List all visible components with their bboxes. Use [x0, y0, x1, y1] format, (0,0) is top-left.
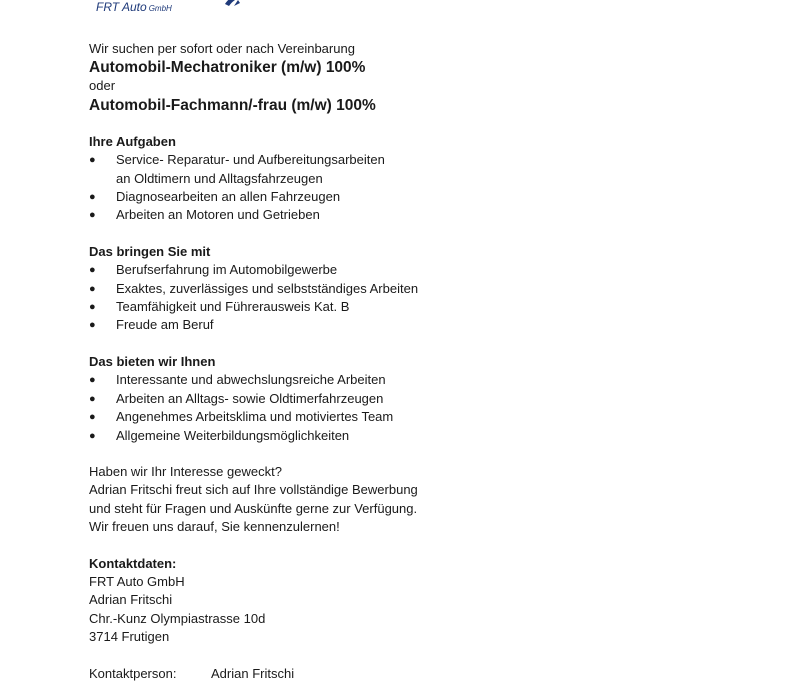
list-item-text: Arbeiten an Alltags- sowie Oldtimerfahrzeugen: [116, 390, 384, 406]
closing-line: Adrian Fritschi freut sich auf Ihre vollständige Bewerbung: [89, 482, 418, 498]
list-item: [89, 316, 649, 334]
contact-person-label: Kontaktperson:: [89, 665, 177, 681]
job-title-primary: Automobil-Mechatroniker (m/w) 100%: [89, 59, 366, 77]
contact-heading: Kontaktdaten:: [89, 555, 177, 571]
list-item: [89, 280, 649, 298]
contact-city: 3714 Frutigen: [89, 629, 170, 645]
bullet-icon: ●: [89, 429, 96, 442]
list-item: [89, 298, 649, 316]
list-item-text: Arbeiten an Motoren und Getrieben: [116, 207, 320, 223]
job-title-secondary: Automobil-Fachmann/-frau (m/w) 100%: [89, 96, 376, 114]
list-item: [89, 408, 649, 426]
closing-line: Haben wir Ihr Interesse geweckt?: [89, 463, 282, 479]
contact-block: [89, 555, 649, 647]
list-item: [89, 261, 649, 279]
closing-paragraph: [89, 463, 649, 537]
section: [89, 243, 649, 335]
bullet-icon: ●: [89, 264, 96, 277]
bullet-list: [89, 151, 649, 225]
contact-person-value: Adrian Fritschi: [211, 665, 295, 681]
bullet-icon: ●: [89, 191, 96, 204]
list-item: [89, 206, 649, 224]
contact-company: FRT Auto GmbH: [89, 573, 185, 589]
title-connector: oder: [89, 78, 116, 94]
bullet-list: [89, 371, 649, 445]
section-heading: Das bringen Sie mit: [89, 243, 211, 259]
list-item: [89, 151, 649, 188]
list-item: [89, 390, 649, 408]
bullet-icon: ●: [89, 374, 96, 387]
logo-swoosh-icon: [224, 0, 246, 8]
closing-line: und steht für Fragen und Auskünfte gerne zur Verfügung.: [89, 500, 418, 516]
contact-street: Chr.-Kunz Olympiastrasse 10d: [89, 610, 266, 626]
closing-line: Wir freuen uns darauf, Sie kennenzulernen!: [89, 519, 340, 535]
bullet-icon: ●: [89, 301, 96, 314]
list-item-text: an Oldtimern und Alltagsfahrzeugen: [116, 170, 323, 186]
bullet-icon: ●: [89, 154, 96, 167]
section: [89, 133, 649, 225]
list-item-text: Exaktes, zuverlässiges und selbstständiges Arbeiten: [116, 280, 419, 296]
list-item-text: Diagnosearbeiten an allen Fahrzeugen: [116, 189, 341, 205]
bullet-icon: ●: [89, 392, 96, 405]
bullet-icon: ●: [89, 319, 96, 332]
contact-name: Adrian Fritschi: [89, 592, 173, 608]
bullet-list: [89, 261, 649, 335]
list-item-text: Allgemeine Weiterbildungsmöglichkeiten: [116, 427, 350, 443]
list-item-text: Teamfähigkeit und Führerausweis Kat. B: [116, 299, 350, 315]
section: [89, 353, 649, 445]
bullet-icon: ●: [89, 209, 96, 222]
sections: [89, 133, 649, 445]
list-item-text: Berufserfahrung im Automobilgewerbe: [116, 262, 338, 278]
list-item-text: Freude am Beruf: [116, 317, 214, 333]
list-item: [89, 371, 649, 389]
intro-line: Wir suchen per sofort oder nach Vereinbarung: [89, 41, 355, 56]
section-heading: Das bieten wir Ihnen: [89, 353, 216, 369]
bullet-icon: ●: [89, 411, 96, 424]
contact-person-row: [89, 665, 649, 683]
list-item: [89, 188, 649, 206]
job-posting: [89, 40, 649, 683]
section-heading: Ihre Aufgaben: [89, 133, 176, 149]
company-logo: [96, 0, 296, 18]
bullet-icon: ●: [89, 282, 96, 295]
list-item-text: Service- Reparatur- und Aufbereitungsarbeiten: [116, 152, 385, 168]
list-item-text: Angenehmes Arbeitsklima und motiviertes Team: [116, 409, 394, 425]
logo-text: FRT Auto GmbH: [96, 0, 172, 14]
list-item: [89, 427, 649, 445]
list-item-text: Interessante und abwechslungsreiche Arbeiten: [116, 372, 386, 388]
